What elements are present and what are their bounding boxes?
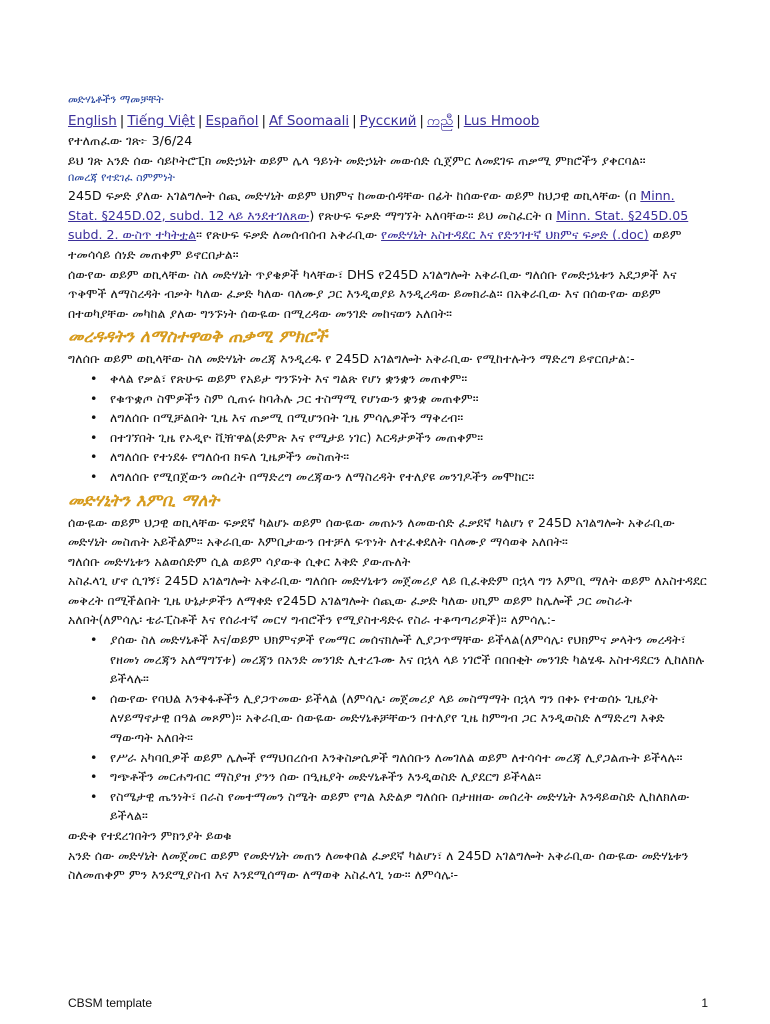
footer-template-label: CBSM template xyxy=(68,996,153,1010)
refusal-reason-paragraph: አንድ ሰው መድሃኒት ለመጀመር ወይም የመድሃኒት መጠን ለመቀበል ፈቃደኛ ካልሆነ፣ ለ 245D አገልግሎት አቅራቢው ሰውዬው መድሃኒቱን ስለመጠቀም ምን እንደሚያስብ እና እንደሚሰማው ለማወቅ አስፈላጊ ነው። ለምሳሌ፡- xyxy=(68,847,689,883)
list-item: • ሰውየው የባህል እንቅፋቶችን ሊያጋጥመው ይችላል (ለምሳሌ፡ መጀመሪያ ላይ መስማማት በኋላ ግን በቀኑ የተወሰኑ ጊዜያት ለሃይማኖታዊ በዓል መጾም)። አቅራቢው ሰውዬው መድሃኒቶቻቸውን በተለያየ ጊዜ ከምግብ ጋር እንዲወስድ ለማድረግ እቅድ ማውጣት አለበት። xyxy=(110,689,708,748)
list-item: • የስሜታዊ ጤንነት፣ በራስ የመተማመን ስሜት ወይም የግል እድልዎ ግለሰቡ በታዘዘው መሰረት መድሃኒት እንዳይወስድ ሊከለክለው ይችላል። xyxy=(110,787,708,826)
list-item: • ለግለሰቡ በሚቻልበት ጊዜ እና ጠቃሚ በሚሆንበት ጊዜ ምሳሌዎችን ማቅረብ። xyxy=(110,408,708,428)
breadcrumb: መድሃኒቶችን ማመቻቸት xyxy=(68,93,164,106)
document-body xyxy=(68,92,708,885)
understanding-list xyxy=(68,369,708,487)
page-footer xyxy=(68,996,708,1010)
language-link-hmong[interactable]: Lus Hmoob xyxy=(463,113,540,129)
refusal-reason-subheading: ውድቅ የተደረገበትን ምክንያት ይወቁ xyxy=(68,828,232,843)
language-links: English | Tiếng Việt | Español | Af Soomaali | Русский | ကညီ | Lus Hmoob xyxy=(68,113,540,129)
consent-text-4: ወይም ተመሳሳይ ሰነድ መጠቀም ይኖርበታል። xyxy=(68,227,682,262)
statute-link-245d-02[interactable]: Minn. Stat. §245D.02, subd. 12 ላይ እንደተገለጸው xyxy=(68,188,675,223)
list-item: • ቀላል የቃል፣ የጽሁፍ ወይም የአይታ ግንኙነት እና ግልጽ የሆነ ቋንቋን መጠቀም። xyxy=(110,369,708,389)
consent-form-link[interactable]: የመድሃኒት አስተዳደር እና የድንገተኛ ህክምና ፍቃድ (.doc) xyxy=(381,227,649,243)
refusal-subheading: ግለሰቡ መድሃኒቱን አልወሰድም ሲል ወይም ሳያውቅ ሲቀር እቅድ ያውጡለት xyxy=(68,553,411,569)
language-link-english[interactable]: English xyxy=(68,113,117,129)
list-item: • ለግለሰቡ የሚበጀውን መሰረት በማድረግ መረጃውን ለማስረዳት የተለያዩ መንገዶችን መሞከር። xyxy=(110,467,708,487)
language-link-vietnamese[interactable]: Tiếng Việt xyxy=(127,113,195,129)
refusal-paragraph: ሰውዬው ወይም ህጋዊ ወኪላቸው ፍቃደኛ ካልሆኑ ወይም ሰውዬው መጠኑን ለመውሰድ ፈቃደኛ ካልሆነ የ 245D አገልግሎት አቅራቢው መድሃኒት መስጠት አይችልም። አቅራቢው እምቢታውን በተቻለ ፍጥነት ለተፈቀደለት ባለሙያ ማሳወቅ አለበት። xyxy=(68,514,675,550)
consent-heading: በመረጃ የተደገፈ ስምምነት xyxy=(68,171,175,185)
language-link-russian[interactable]: Русский xyxy=(359,113,417,129)
section-title-refusal: መድሃኒትን እምቢ ማለት xyxy=(68,490,219,511)
language-link-spanish[interactable]: Español xyxy=(205,113,259,129)
consent-text-2: ) የጽሁፍ ፍቃድ ማግኘት አለባቸው። ይህ መስፈርት በ xyxy=(309,207,557,223)
language-link-somali[interactable]: Af Soomaali xyxy=(269,113,350,129)
section-title-understanding: መረዳዳትን ለማስተዋወቅ ጠቃሚ ምክሮች xyxy=(68,327,328,348)
intro-paragraph: ይህ ገጽ አንድ ሰው ሳይኮትሮፒክ መድኃኒት ወይም ሌላ ዓይነት መድኃኒት መውሰድ ሲጀምር ለመደገፍ ጠቃሚ ምክሮችን ያቀርባል። xyxy=(68,152,646,168)
list-item: • የሥራ አካባቢዎች ወይም ሌሎች የማህበረሰብ እንቅስቃሴዎች ግለሰቡን ለመገለል ወይም ለተሳሳተ መረጃ ሊያጋልጡት ይችላሉ። xyxy=(110,748,708,768)
list-item: • ለግለሰቡ የተነደፉ የግለሰብ ክፍለ ጊዜዎችን መስጠት። xyxy=(110,447,708,467)
refusal-plan-paragraph: አስፈላጊ ሆኖ ሲገኝ፣ 245D አገልግሎት አቅራቢው ግለሰቡ መድሃኒቱን መጀመሪያ ላይ ቢፈቅድም በኋላ ግን እምቢ ማለት ወይም ለአስተዳደር መቅረት በሚችልበት ጊዜ ሁኔታዎችን ለማቀድ የ245D አገልግሎት ሰጪው ፈቃድ ካለው ሀኪም ወይም ከሌሎች ጋር መስራት አለበት(ለምሳሌ፡ ቴራፒስቶች እና የሰራተኛ መርሃ ግብሮችን የሚያስተዳድሩ የስራ ተቆጣጣሪዎች)። ለምሳሌ:- xyxy=(68,573,707,628)
list-item: • ግጭቶችን መርሐግብር ማስያዝ ያንን ሰው በዒዜያት መድሃኒቶችን እንዲወስድ ሊያደርግ ይችላል። xyxy=(110,767,708,787)
consent-paragraph-2: ሰውየው ወይም ወኪላቸው ስለ መድሃኒት ጥያቄዎች ካላቸው፣ DHS የ245D አገልግሎት አቅራቢው ግለሰቡ የመድኃኒቱን አደጋዎች እና ጥቅሞች ለማስረዳት ብቃት ካለው ፈቃድ ካለው ባለሙያ ጋር እንዲወያይ እንዲረዳው ይመክራል። በአቅራቢው እና በሰውየው ወይም በተወካያቸው መካከል ያለው ግንኙነት ሰውዬው በሚረዳው መንገድ መከናወን አለበት። xyxy=(68,266,677,321)
consent-paragraph xyxy=(68,186,708,264)
statute-link-245d-05[interactable]: Minn. Stat. §245D.05 subd. 2. ውስጥ ተካትቷል xyxy=(68,207,689,243)
understanding-intro: ግለሰቡ ወይም ወኪላቸው ስለ መድሃኒት መረጃ እንዲረዱ የ 245D አገልግሎት አቅራቢው የሚከተሉትን ማድረግ ይኖርበታል:- xyxy=(68,351,635,367)
updated-date: የተለጠፈው ገጽ፦ 3/6/24 xyxy=(68,133,193,148)
list-item: • በተገኘበት ጊዜ የኦዲዮ ቪዥዋል(ድምጽ እና የሚታይ ነገር) እርዳታዎችን መጠቀም። xyxy=(110,428,708,448)
consent-text-3: ። የጽሁፍ ፍቃድ ለመሰብሰብ አቅራቢው xyxy=(196,227,382,243)
list-item: • የቁጥቋጦ ስሞዎችን ስም ሲጠሩ ከባሕሉ ጋር ተስማሚ የሆነውን ቋንቋ መጠቀም። xyxy=(110,389,708,409)
list-item: • ያሰው ስለ መድሃኒቶች እና/ወይም ህክምናዎች የመማር መሰናክሎች ሊያጋጥማቸው ይችላል(ለምሳሌ፡ የህክምና ቃላትን መረዳት፣ የዘመነ መረጃን አለማግኘቱ) መረጃን በአንድ መንገድ ሊተረጉሙ እና በኋላ ላይ ነገሮች በበበቂት መንገድ ካልሄዱ አስተዳደርን ሊከለክሉ ይችላሉ። xyxy=(110,630,708,689)
language-link-karen[interactable]: ကညီ xyxy=(426,113,454,129)
refusal-list xyxy=(68,630,708,826)
page-number: 1 xyxy=(701,996,708,1010)
consent-text-1: 245D ፍቃድ ያለው አገልግሎት ሰጪ መድሃኒት ወይም ህክምና ከመውሰዳቸው በፊት ከሰውየው ወይም ከህጋዊ ወኪላቸው (በ xyxy=(68,188,641,204)
